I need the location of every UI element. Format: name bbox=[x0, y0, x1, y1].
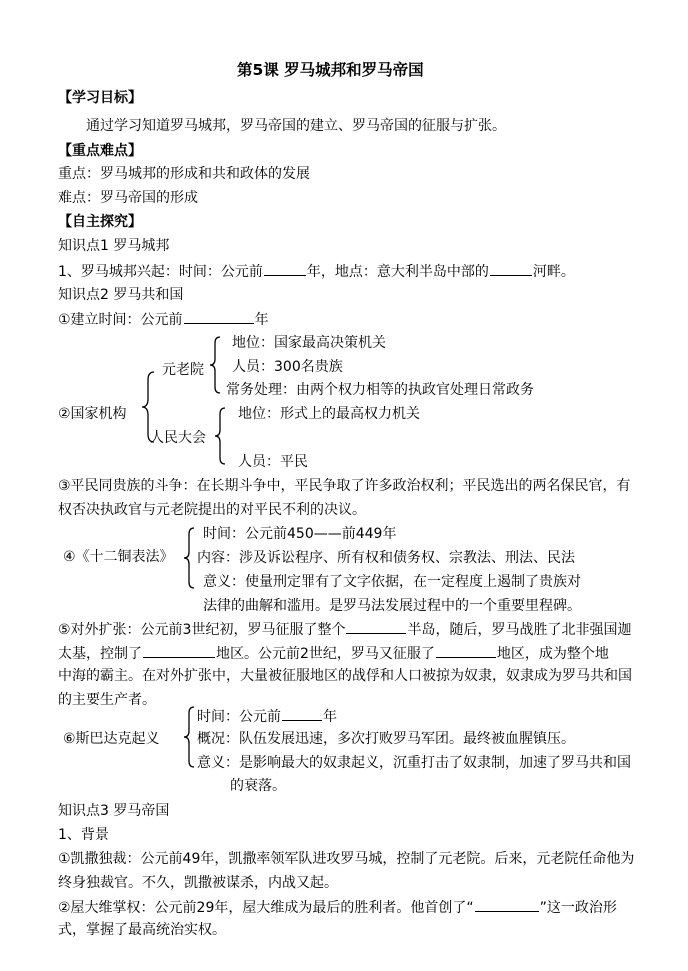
fill-blank[interactable] bbox=[143, 643, 215, 658]
spartacus-label: ⑥斯巴达克起义 bbox=[63, 731, 160, 747]
caesar-line-2: 终身独裁官。不久，凯撒被谋杀，内战又起。 bbox=[58, 875, 338, 891]
founding-year-suffix: 年 bbox=[254, 312, 269, 328]
expansion-text-1a: ⑤对外扩张：公元前3世纪初，罗马征服了整个 bbox=[58, 622, 346, 638]
tables-time: 时间：公元前450——前449年 bbox=[203, 526, 397, 542]
founding-time bbox=[58, 309, 269, 330]
kp3-title: 知识点3 罗马帝国 bbox=[58, 803, 170, 819]
section-explore-heading: 【自主探究】 bbox=[58, 214, 142, 230]
expansion-text-2b: 地区。公元前2世纪，罗马又征服了 bbox=[216, 646, 435, 662]
fill-blank[interactable] bbox=[264, 261, 306, 276]
fill-blank[interactable] bbox=[436, 643, 496, 658]
expansion-line-4: 的主要生产者。 bbox=[58, 692, 156, 708]
founding-text: ①建立时间：公元前 bbox=[58, 312, 183, 328]
struggle-line-1: ③平民同贵族的斗争：在长期斗争中，平民争取了许多政治权利；平民选出的两名保民官，有 bbox=[58, 478, 631, 494]
kp1-text-a: 1、罗马城邦兴起：时间：公元前 bbox=[58, 264, 263, 280]
fill-blank[interactable] bbox=[490, 261, 532, 276]
octavian-line-2: 式，掌握了最高统治实权。 bbox=[58, 922, 226, 938]
expansion-text-1b: 半岛，随后，罗马战胜了北非强国迦 bbox=[407, 622, 632, 638]
expansion-line-2 bbox=[58, 643, 609, 664]
twelve-tables-label: ④《十二铜表法》 bbox=[63, 549, 174, 565]
tables-meaning-1: 意义：使量刑定罪有了文字依据，在一定程度上遏制了贵族对 bbox=[203, 574, 581, 590]
kp3-background: 1、背景 bbox=[58, 827, 109, 843]
kp1-title: 知识点1 罗马城邦 bbox=[58, 238, 170, 254]
caesar-line-1: ①凯撒独裁：公元前49年，凯撒率领军队进攻罗马城，控制了元老院。后来，元老院任命他为 bbox=[58, 851, 635, 867]
spartacus-year-suffix: 年 bbox=[323, 709, 337, 725]
assembly-status: 地位：形式上的最高权力机关 bbox=[238, 406, 420, 422]
kp1-line1 bbox=[58, 261, 575, 282]
spartacus-time-text: 时间：公元前 bbox=[197, 709, 281, 725]
senate-members: 人员：300名贵族 bbox=[232, 359, 343, 375]
assembly-members: 人员：平民 bbox=[238, 454, 308, 470]
section-key-heading: 【重点难点】 bbox=[58, 143, 142, 159]
brace-twelve-tables bbox=[182, 528, 198, 588]
octavian-text-1b: ”这一政治形 bbox=[539, 900, 617, 916]
fill-blank[interactable] bbox=[282, 706, 322, 721]
fill-blank[interactable] bbox=[475, 897, 539, 912]
senate-label: 元老院 bbox=[162, 362, 204, 378]
kp1-text-b: 年，地点：意大利半岛中部的 bbox=[306, 264, 489, 280]
brace-assembly bbox=[213, 408, 229, 464]
expansion-line-3: 中海的霸主。在对外扩张中，大量被征服地区的战俘和人口被掠为奴隶，奴隶成为罗马共和国 bbox=[58, 668, 632, 684]
senate-routine: 常务处理：由两个权力相等的执政官处理日常政务 bbox=[226, 382, 534, 398]
fill-blank[interactable] bbox=[184, 309, 254, 324]
expansion-text-2c: 地区，成为整个地 bbox=[496, 646, 609, 662]
octavian-text-1a: ②屋大维掌权：公元前29年，屋大维成为最后的胜利者。他首创了“ bbox=[58, 900, 474, 916]
goals-text: 通过学习知道罗马城邦，罗马帝国的建立、罗马帝国的征服与扩张。 bbox=[86, 118, 506, 134]
brace-spartacus bbox=[182, 707, 198, 767]
spartacus-overview: 概况：队伍发展迅速，多次打败罗马军团。最终被血腥镇压。 bbox=[197, 731, 575, 747]
page-title: 第5课 罗马城邦和罗马帝国 bbox=[237, 61, 424, 79]
kp1-text-c: 河畔。 bbox=[532, 264, 575, 280]
senate-status: 地位：国家最高决策机关 bbox=[232, 335, 386, 351]
tables-content: 内容：涉及诉讼程序、所有权和债务权、宗教法、刑法、民法 bbox=[197, 550, 575, 566]
kp2-title: 知识点2 罗马共和国 bbox=[58, 287, 184, 303]
spartacus-meaning-2: 的衰落。 bbox=[230, 778, 286, 794]
brace-senate bbox=[208, 337, 224, 393]
struggle-line-2: 权否决执政官与元老院提出的对平民不利的决议。 bbox=[58, 502, 366, 518]
octavian-line-1 bbox=[58, 897, 617, 918]
key-points: 重点：罗马城邦的形成和共和政体的发展 bbox=[58, 166, 310, 182]
assembly-label: 人民大会 bbox=[150, 430, 206, 446]
expansion-text-2a: 太基，控制了 bbox=[58, 646, 142, 662]
fill-blank[interactable] bbox=[346, 619, 406, 634]
spartacus-time bbox=[197, 706, 337, 727]
difficult-points: 难点：罗马帝国的形成 bbox=[58, 190, 198, 206]
expansion-line-1 bbox=[58, 619, 631, 640]
spartacus-meaning-1: 意义：是影响最大的奴隶起义，沉重打击了奴隶制，加速了罗马共和国 bbox=[197, 755, 631, 771]
section-goals-heading: 【学习目标】 bbox=[58, 90, 142, 106]
tables-meaning-2: 法律的曲解和滥用。是罗马法发展过程中的一个重要里程碑。 bbox=[203, 598, 581, 614]
state-organs-label: ②国家机构 bbox=[58, 406, 127, 422]
